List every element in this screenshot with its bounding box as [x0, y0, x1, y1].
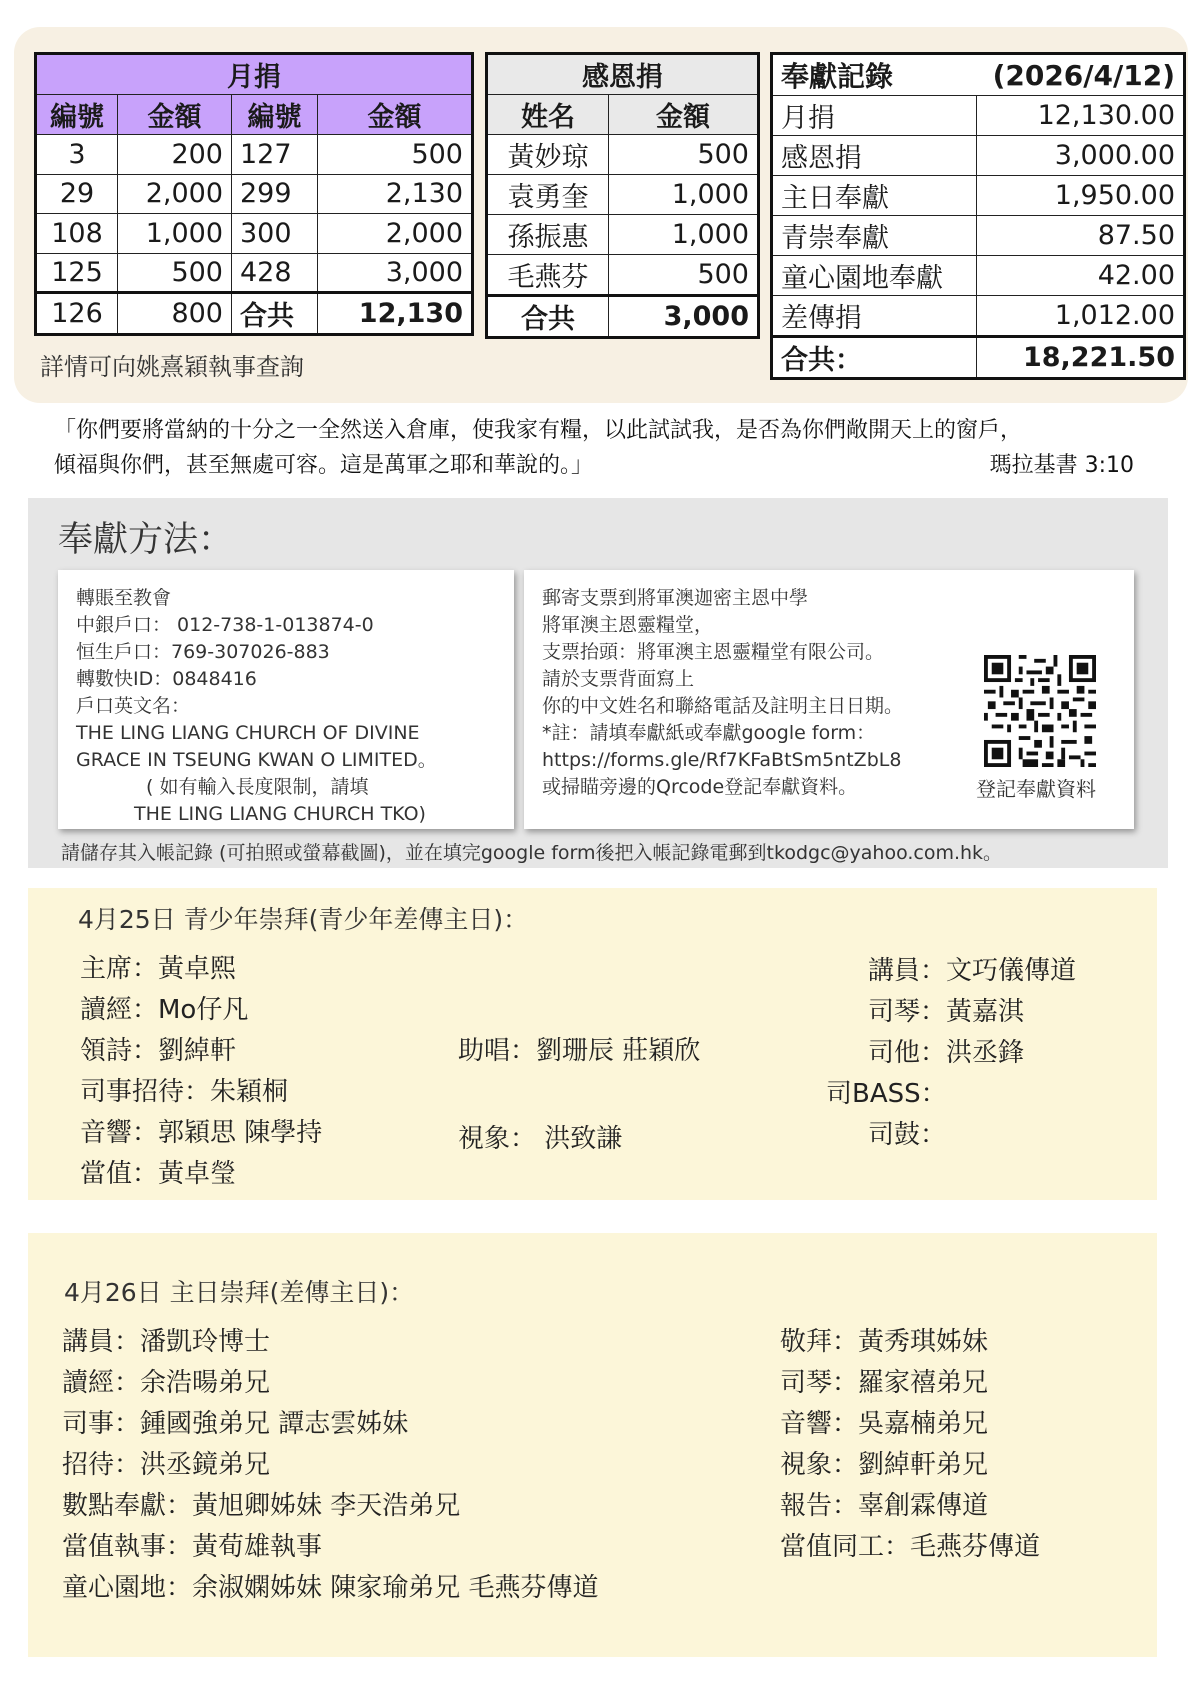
card-line: *註：請填奉獻紙或奉獻google form：: [542, 722, 876, 744]
table-row: [487, 135, 759, 175]
card-line: THE LING LIANG CHURCH OF DIVINE: [76, 722, 420, 744]
role-item: 司事招待：朱穎桐: [80, 1077, 289, 1107]
cell: 300: [232, 214, 318, 254]
role-item: 講員：潘凱玲博士: [62, 1327, 271, 1357]
table-row: [36, 253, 473, 293]
column-header: 姓名: [487, 95, 609, 135]
card-line: 你的中文姓名和聯絡電話及註明主日日期。: [542, 695, 904, 717]
total-value: 3,000: [609, 296, 759, 338]
cell: 500: [609, 135, 759, 175]
card-line: 或掃瞄旁邊的Qrcode登記奉獻資料。: [542, 776, 858, 798]
cell: 428: [232, 253, 318, 293]
card-line: 轉賬至教會: [76, 587, 172, 609]
cell: 87.50: [977, 216, 1185, 256]
schedule-title: 4月25日 青少年崇拜(青少年差傳主日)：: [78, 905, 529, 934]
table-row: [36, 293, 473, 335]
giving-methods-section: [28, 498, 1168, 868]
cell: 800: [118, 293, 232, 335]
cell: 2,130: [318, 174, 473, 214]
table-row: [772, 136, 1185, 176]
total-value: 12,130: [318, 293, 473, 335]
thanksgiving-offering-table: [485, 52, 760, 339]
total-label: 合共：: [772, 337, 977, 379]
youth-service-schedule: [28, 888, 1157, 1200]
card-line: 戶口英文名：: [76, 695, 191, 717]
cell: 3: [36, 135, 118, 175]
role-item: 視象： 洪致謙: [458, 1124, 623, 1154]
cell: 2,000: [118, 174, 232, 214]
cell: 299: [232, 174, 318, 214]
role-item: 當值執事：黃荀雄執事: [62, 1532, 323, 1562]
cell: 500: [609, 255, 759, 296]
cell: 1,000: [609, 175, 759, 215]
offering-record-table: [770, 52, 1186, 380]
schedule-title: 4月26日 主日崇拜(差傳主日)：: [64, 1278, 415, 1307]
card-line: THE LING LIANG CHURCH TKO): [134, 803, 426, 825]
card-line: 轉數快ID：0848416: [76, 668, 257, 690]
role-item: 音響：吳嘉楠弟兄: [780, 1409, 989, 1439]
thanks-title: 感恩捐: [487, 54, 759, 95]
qr-code-icon[interactable]: [984, 655, 1096, 767]
card-line: 中銀戶口： 012-738-1-013874-0: [76, 614, 374, 636]
total-label: 合共: [232, 293, 318, 335]
card-line: 恒生戶口：769-307026-883: [76, 641, 330, 663]
role-item: 童心園地：余淑嫻姊妹 陳家瑜弟兄 毛燕芬傳道: [62, 1573, 599, 1603]
role-item: 司琴：黃嘉淇: [868, 997, 1025, 1027]
cell: 童心園地奉獻: [772, 256, 977, 296]
cell: 1,000: [609, 215, 759, 255]
card-line: 請於支票背面寫上: [542, 668, 695, 690]
cell: 2,000: [318, 214, 473, 254]
role-item: 司琴：羅家禧弟兄: [780, 1368, 989, 1398]
role-item: 司BASS：: [826, 1079, 947, 1109]
inquiry-note: 詳情可向姚熹穎執事查詢: [40, 353, 304, 381]
role-item: 司鼓：: [868, 1120, 947, 1150]
cell: 127: [232, 135, 318, 175]
card-line: GRACE IN TSEUNG KWAN O LIMITED。: [76, 749, 437, 771]
table-row: [772, 337, 1185, 379]
role-item: 司事：鍾國強弟兄 譚志雲姊妹: [62, 1409, 409, 1439]
role-item: 報告：辜創霖傳道: [780, 1491, 989, 1521]
cell: 125: [36, 253, 118, 293]
cell: 29: [36, 174, 118, 214]
table-row: [487, 215, 759, 255]
table-row: [487, 296, 759, 338]
bible-verse: [54, 413, 1134, 483]
table-row: [772, 256, 1185, 296]
table-row: [36, 135, 473, 175]
cell: 差傳捐: [772, 296, 977, 337]
column-header: 金額: [318, 95, 473, 135]
cell: 500: [118, 253, 232, 293]
table-row: [772, 216, 1185, 256]
cell: 袁勇奎: [487, 175, 609, 215]
monthly-title: 月捐: [36, 54, 473, 95]
table-row: [772, 176, 1185, 216]
qr-label: 登記奉獻資料: [976, 777, 1096, 801]
role-item: 讀經：Mo仔凡: [80, 995, 249, 1025]
role-item: 視象：劉綽軒弟兄: [780, 1450, 989, 1480]
cell: 1,000: [118, 214, 232, 254]
role-item: 當值：黃卓瑩: [80, 1159, 237, 1189]
table-row: [772, 96, 1185, 136]
column-header: 金額: [609, 95, 759, 135]
record-date: (2026/4/12): [977, 54, 1185, 96]
monthly-offering-table: [34, 52, 474, 336]
cell: 126: [36, 293, 118, 335]
cell: 1,012.00: [977, 296, 1185, 337]
cell: 1,950.00: [977, 176, 1185, 216]
table-row: [772, 296, 1185, 337]
table-row: [36, 174, 473, 214]
cell: 孫振惠: [487, 215, 609, 255]
verse-line: 傾福與你們，甚至無處可容。這是萬軍之耶和華說的。」: [54, 453, 594, 478]
cell: 3,000.00: [977, 136, 1185, 176]
role-item: 讀經：余浩暘弟兄: [62, 1368, 271, 1398]
column-header: 編號: [232, 95, 318, 135]
google-form-link[interactable]: https://forms.gle/Rf7KFaBtSm5ntZbL8: [542, 749, 902, 771]
role-item: 司他：洪丞鋒: [868, 1038, 1025, 1068]
cell: 毛燕芬: [487, 255, 609, 296]
cell: 青崇奉獻: [772, 216, 977, 256]
total-value: 18,221.50: [977, 337, 1185, 379]
cell: 12,130.00: [977, 96, 1185, 136]
section-title: 奉獻方法：: [58, 520, 234, 560]
card-line: ( 如有輸入長度限制，請填: [146, 776, 369, 798]
role-item: 講員：文巧儀傳道: [868, 956, 1077, 986]
role-item: 數點奉獻：黃旭卿姊妹 李天浩弟兄: [62, 1491, 461, 1521]
card-line: 將軍澳主恩靈糧堂，: [542, 614, 714, 636]
card-line: 郵寄支票到將軍澳迦密主恩中學: [542, 587, 809, 609]
role-item: 當值同工：毛燕芬傳道: [780, 1532, 1041, 1562]
cell: 42.00: [977, 256, 1185, 296]
cell: 月捐: [772, 96, 977, 136]
table-row: [487, 175, 759, 215]
verse-reference: 瑪拉基書 3:10: [989, 453, 1134, 478]
role-item: 領詩：劉綽軒: [80, 1036, 237, 1066]
table-row: [487, 255, 759, 296]
table-row: [36, 214, 473, 254]
role-item: 招待：洪丞鏡弟兄: [62, 1450, 271, 1480]
cheque-card: [524, 570, 1134, 829]
bank-transfer-card: [58, 570, 514, 829]
role-item: 音響：郭穎思 陳學持: [80, 1118, 323, 1148]
cell: 感恩捐: [772, 136, 977, 176]
cell: 3,000: [318, 253, 473, 293]
cell: 200: [118, 135, 232, 175]
record-title: 奉獻記錄: [772, 54, 977, 96]
role-item: 敬拜：黃秀琪姊妹: [780, 1327, 989, 1357]
cell: 500: [318, 135, 473, 175]
cell: 主日奉獻: [772, 176, 977, 216]
verse-line: 「你們要將當納的十分之一全然送入倉庫，使我家有糧，以此試試我，是否為你們敞開天上的窗戶，: [54, 418, 1023, 443]
cell: 黃妙琼: [487, 135, 609, 175]
column-header: 金額: [118, 95, 232, 135]
total-label: 合共: [487, 296, 609, 338]
card-line: 支票抬頭：將軍澳主恩靈糧堂有限公司。: [542, 641, 885, 663]
cell: 108: [36, 214, 118, 254]
sunday-service-schedule: [28, 1233, 1157, 1657]
column-header: 編號: [36, 95, 118, 135]
role-item: 助唱：劉珊辰 莊穎欣: [458, 1036, 701, 1066]
record-keeping-note: 請儲存其入帳記錄 (可拍照或螢幕截圖)，並在填完google form後把入帳記錄電郵到tkodgc@yahoo.com.hk。: [61, 842, 1003, 864]
role-item: 主席：黃卓熙: [80, 954, 237, 984]
